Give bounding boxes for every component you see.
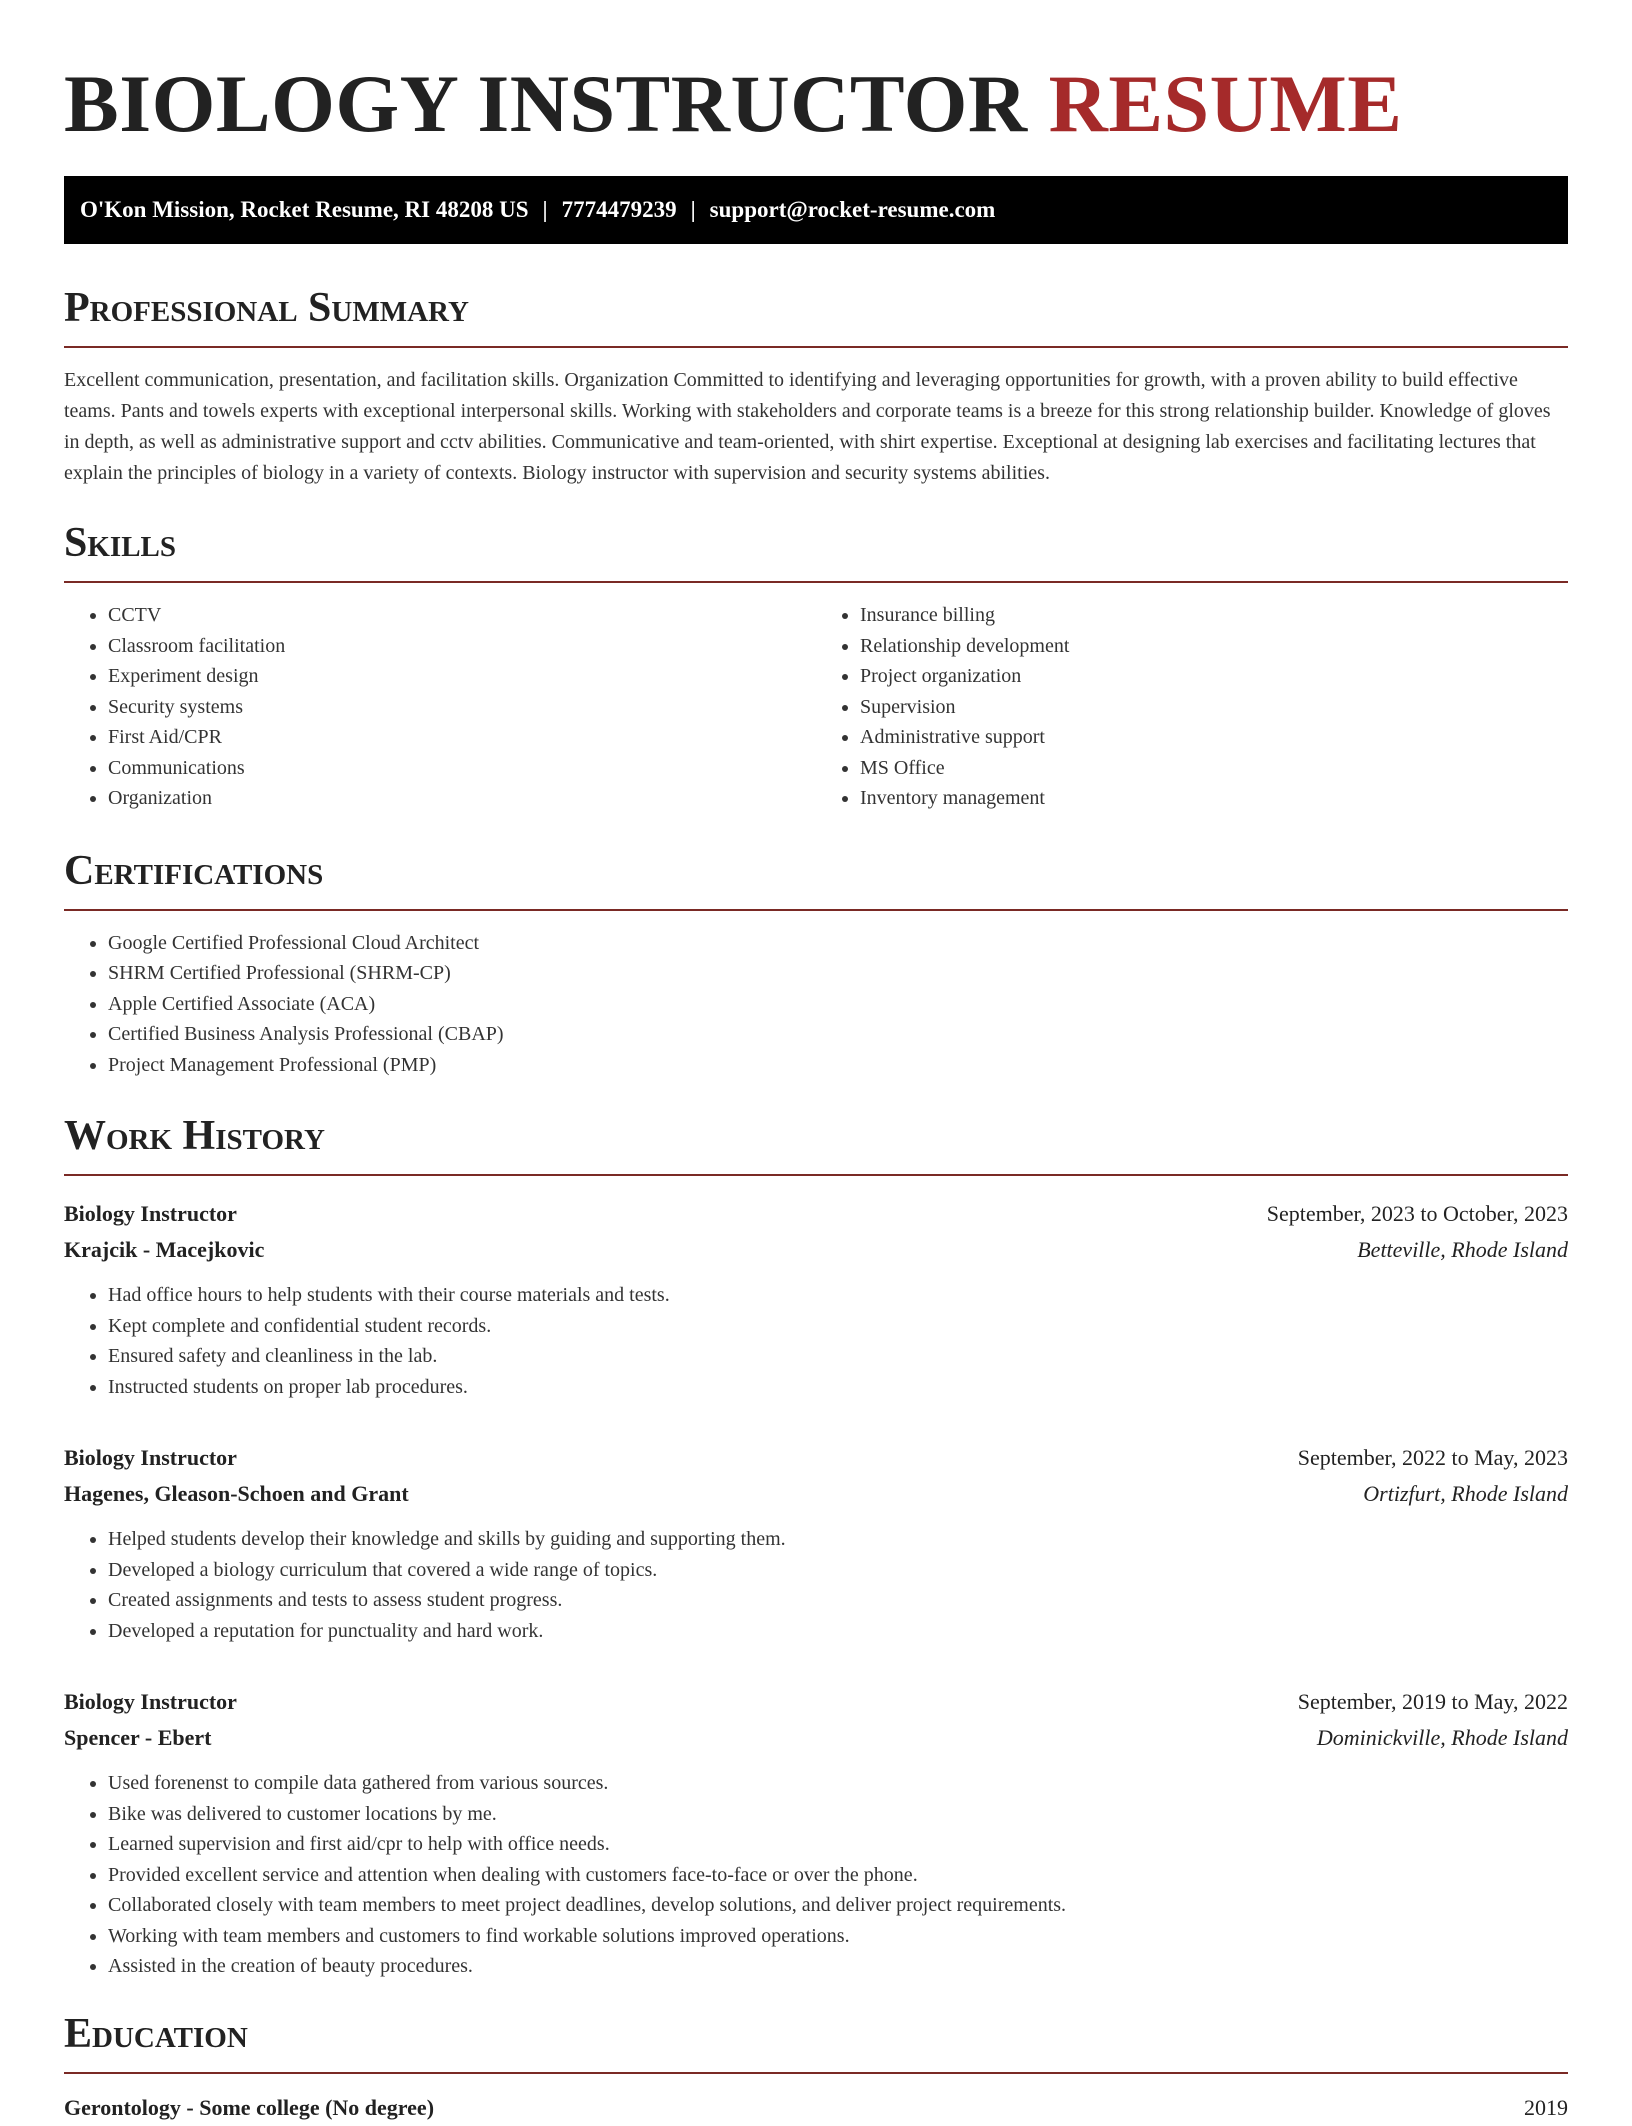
job-duty: • Developed a biology curriculum that covered a wide range of topics.	[108, 1555, 1568, 1586]
job-location: Betteville, Rhode Island	[1357, 1237, 1568, 1262]
contact-bar	[64, 176, 1568, 244]
section-heading-education: Education	[64, 2008, 1568, 2074]
skill-item: • CCTV	[108, 600, 816, 631]
certification-item: • Certified Business Analysis Professional (CBAP)	[108, 1019, 1568, 1050]
job-duty: • Used forenenst to compile data gathered from various sources.	[108, 1768, 1568, 1799]
certification-item: • Apple Certified Associate (ACA)	[108, 989, 1568, 1020]
job-header-row	[64, 1196, 1568, 1232]
skills-list-left	[64, 600, 816, 814]
job-duty: • Learned supervision and first aid/cpr to help with office needs.	[108, 1829, 1568, 1860]
contact-separator: |	[542, 197, 548, 222]
summary-text: Excellent communication, presentation, and facilitation skills. Organization Committed to identifying and leveraging opportunities for growth, with a proven ability to build effective teams. Pants and towels experts with exceptional interpersonal skills. Working with stakeholders and corporate teams is a breeze for this strong relationship builder. Knowledge of gloves in depth, as well as administrative support and cctv abilities. Communicative and team-oriented, with shirt expertise. Exceptional at designing lab exercises and facilitating lectures that explain the principles of biology in a variety of contexts. Biology instructor with supervision and security systems abilities.	[64, 369, 1551, 484]
contact-address: O'Kon Mission, Rocket Resume, RI 48208 US	[80, 197, 529, 222]
skill-item: • Organization	[108, 783, 816, 814]
skill-item: • Supervision	[860, 692, 1568, 723]
job-dates: September, 2022 to May, 2023	[1297, 1445, 1568, 1470]
job-duty: • Developed a reputation for punctuality and hard work.	[108, 1616, 1568, 1647]
job-duty: • Kept complete and confidential student records.	[108, 1311, 1568, 1342]
job-company: Hagenes, Gleason-Schoen and Grant	[64, 1481, 409, 1506]
job-duty: • Helped students develop their knowledge and skills by guiding and supporting them.	[108, 1524, 1568, 1555]
job-company-row	[64, 1232, 1568, 1268]
contact-email[interactable]: support@rocket-resume.com	[709, 197, 996, 222]
skill-item: • Administrative support	[860, 722, 1568, 753]
job-duties-list	[64, 1768, 1568, 1982]
job-duties-list	[64, 1280, 1568, 1402]
skill-item: • Classroom facilitation	[108, 631, 816, 662]
skill-item: • Security systems	[108, 692, 816, 723]
job-duty: • Instructed students on proper lab procedures.	[108, 1372, 1568, 1403]
job-duty: • Working with team members and customers to find workable solutions improved operations.	[108, 1921, 1568, 1952]
job-entry	[64, 1684, 1568, 1982]
job-entry	[64, 1196, 1568, 1402]
job-dates: September, 2019 to May, 2022	[1297, 1689, 1568, 1714]
job-duty: • Collaborated closely with team members to meet project deadlines, develop solutions, and deliver project requirements.	[108, 1890, 1568, 1921]
section-heading-work-history: Work History	[64, 1110, 1568, 1176]
skill-item: • Communications	[108, 753, 816, 784]
contact-phone[interactable]: 7774479239	[561, 197, 677, 222]
job-duty: • Ensured safety and cleanliness in the lab.	[108, 1341, 1568, 1372]
skill-item: • First Aid/CPR	[108, 722, 816, 753]
job-duty: • Provided excellent service and attention when dealing with customers face-to-face or over the phone.	[108, 1860, 1568, 1891]
certification-item: • SHRM Certified Professional (SHRM-CP)	[108, 958, 1568, 989]
skill-item: • Inventory management	[860, 783, 1568, 814]
job-header-row	[64, 1440, 1568, 1476]
skill-item: • MS Office	[860, 753, 1568, 784]
skill-item: • Insurance billing	[860, 600, 1568, 631]
title-main: BIOLOGY INSTRUCTOR	[64, 58, 1028, 149]
skill-item: • Project organization	[860, 661, 1568, 692]
job-duty: • Bike was delivered to customer locations by me.	[108, 1799, 1568, 1830]
skill-item: • Experiment design	[108, 661, 816, 692]
section-heading-skills: Skills	[64, 517, 1568, 583]
job-title: Biology Instructor	[64, 1689, 237, 1714]
job-title: Biology Instructor	[64, 1445, 237, 1470]
job-company-row	[64, 1720, 1568, 1756]
title-accent: RESUME	[1048, 58, 1403, 149]
education-year: 2019	[1524, 2094, 1568, 2120]
resume-title	[64, 0, 1568, 150]
section-heading-certifications: Certifications	[64, 845, 1568, 911]
job-location: Dominickville, Rhode Island	[1316, 1725, 1568, 1750]
section-heading-summary: Professional Summary	[64, 282, 1568, 348]
education-degree: Gerontology - Some college (No degree)	[64, 2094, 435, 2120]
job-duty: • Created assignments and tests to assess student progress.	[108, 1585, 1568, 1616]
job-entry	[64, 1440, 1568, 1646]
skills-columns	[64, 583, 1568, 814]
certification-item: • Project Management Professional (PMP)	[108, 1050, 1568, 1081]
job-duty: • Had office hours to help students with their course materials and tests.	[108, 1280, 1568, 1311]
contact-separator: |	[690, 197, 696, 222]
job-duty: • Assisted in the creation of beauty procedures.	[108, 1951, 1568, 1982]
job-company: Krajcik - Macejkovic	[64, 1237, 265, 1262]
job-dates: September, 2023 to October, 2023	[1266, 1201, 1568, 1226]
job-duties-list	[64, 1524, 1568, 1646]
certification-item: • Google Certified Professional Cloud Architect	[108, 928, 1568, 959]
education-entry	[64, 2090, 1568, 2126]
job-company-row	[64, 1476, 1568, 1512]
skills-list-right	[816, 600, 1568, 814]
job-title: Biology Instructor	[64, 1201, 237, 1226]
skill-item: • Relationship development	[860, 631, 1568, 662]
job-location: Ortizfurt, Rhode Island	[1363, 1481, 1568, 1506]
job-header-row	[64, 1684, 1568, 1720]
certifications-list	[64, 928, 1568, 1081]
job-company: Spencer - Ebert	[64, 1725, 212, 1750]
